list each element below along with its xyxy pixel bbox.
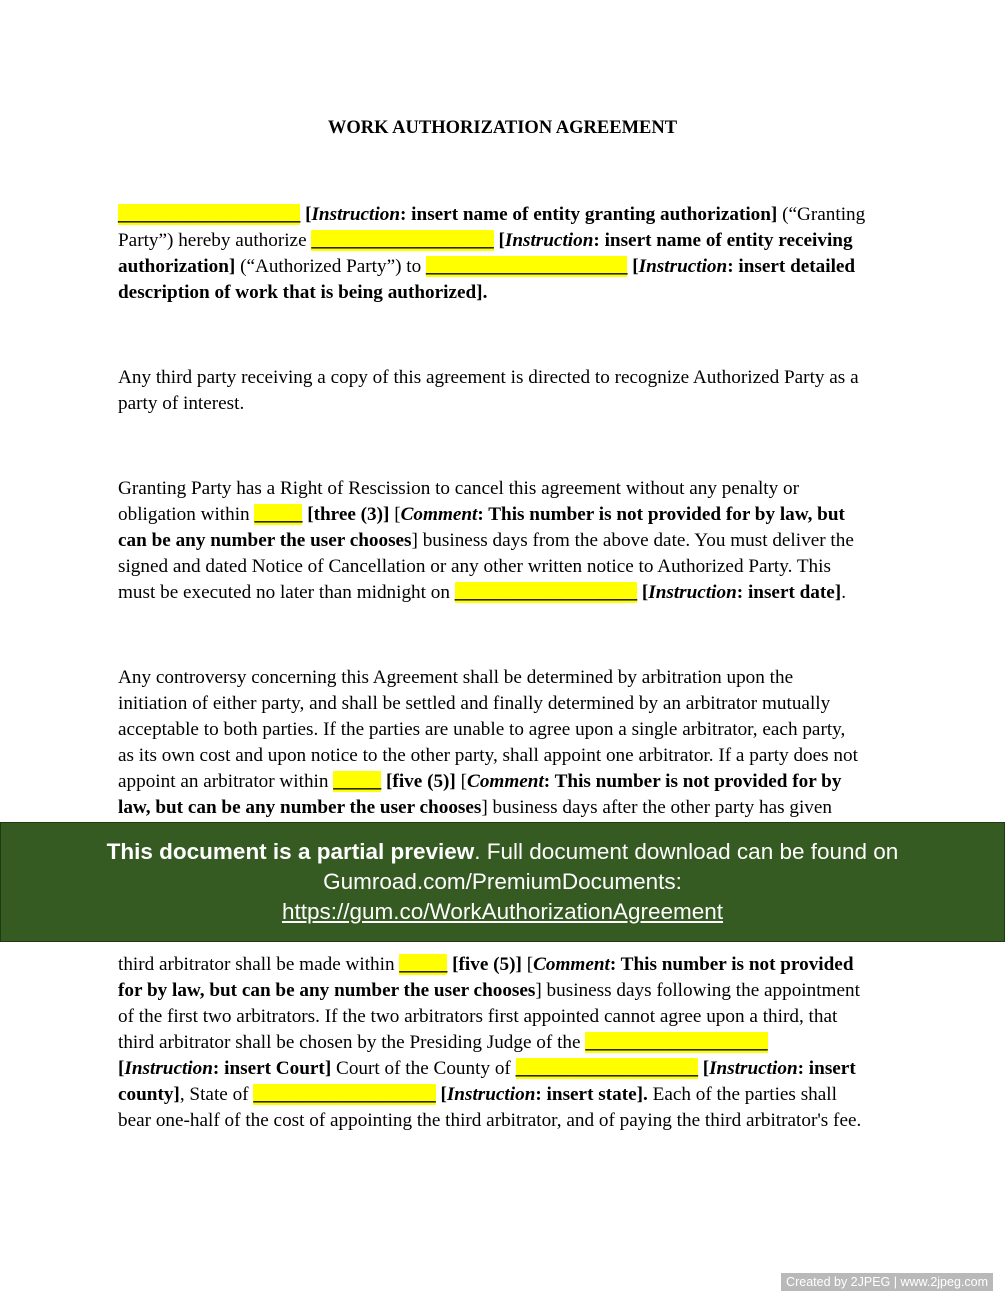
- blank-field[interactable]: ___________________: [118, 204, 301, 225]
- blank-field[interactable]: _____: [254, 504, 303, 525]
- document-title: WORK AUTHORIZATION AGREEMENT: [327, 118, 678, 138]
- blank-field[interactable]: ___________________: [454, 582, 638, 603]
- blank-field[interactable]: ___________________: [253, 1084, 436, 1105]
- banner-download-link[interactable]: https://gum.co/WorkAuthorizationAgreement: [281, 899, 724, 924]
- blank-field[interactable]: ___________________: [311, 230, 494, 251]
- watermark: Created by 2JPEG | www.2jpeg.com: [781, 1273, 993, 1291]
- paragraph-third-arbitrator: third arbitrator shall be made within _____ [five (5)] [Comment: This number is not provided for by law, but can be any number the user chooses] business days following the appointment of the first two arbitrators. If the two arbitrators first appointed cannot agree upon a third, that third arbitrator shall be chosen by the Presiding Judge of the ___________________ [Instruction: insert Court] Court of the County of ___________________ [Instruction: insert county], State of ___________________ [Instruction: insert state]. Each of the parties shall bear one-half of the cost of appointing the third arbitrator, and of paying the third arbitrator's fee.: [118, 954, 862, 1131]
- blank-field[interactable]: _____: [399, 954, 448, 975]
- blank-field[interactable]: _____: [333, 771, 382, 792]
- preview-banner: [0, 822, 1005, 942]
- paragraph-third-party: Any third party receiving a copy of this agreement is directed to recognize Authorized Party as a party of interest.: [118, 367, 859, 414]
- paragraph-arbitration: Any controversy concerning this Agreement shall be determined by arbitration upon the initiation of either party, and shall be settled and finally determined by an arbitrator mutually acceptable to both parties. If the parties are unable to agree upon a single arbitrator, each party, as its own cost and upon notice to the other party, shall appoint one arbitrator. If a party does not appoint an arbitrator within _____ [five (5)] [Comment: This number is not provided for by law, but can be any number the user chooses] business days after the other party has given: [118, 667, 858, 818]
- banner-text: . Full document download can be found on: [474, 839, 899, 864]
- blank-field[interactable]: ___________________: [515, 1058, 698, 1079]
- blank-field[interactable]: ___________________: [585, 1032, 768, 1053]
- blank-field[interactable]: _____________________: [426, 256, 628, 277]
- banner-site: Gumroad.com/PremiumDocuments:: [323, 869, 682, 894]
- paragraph-rescission: Granting Party has a Right of Rescission to cancel this agreement without any penalty or obligation within _____ [three (3)] [Comment: This number is not provided for by law, but can be any number the user chooses] business days from the above date. You must deliver the signed and dated Notice of Cancellation or any other written notice to Authorized Party. This must be executed no later than midnight on ___________________ [Instruction: insert date].: [118, 478, 854, 603]
- paragraph-granting: ___________________ [Instruction: insert name of entity granting authorization] (“Granting Party”) hereby authorize ___________________ [Instruction: insert name of entity receiving authorization] (“Authorized Party”) to _____________________ [Instruction: insert detailed description of work that is being authorized].: [118, 204, 866, 303]
- banner-bold-text: This document is a partial preview: [106, 839, 475, 864]
